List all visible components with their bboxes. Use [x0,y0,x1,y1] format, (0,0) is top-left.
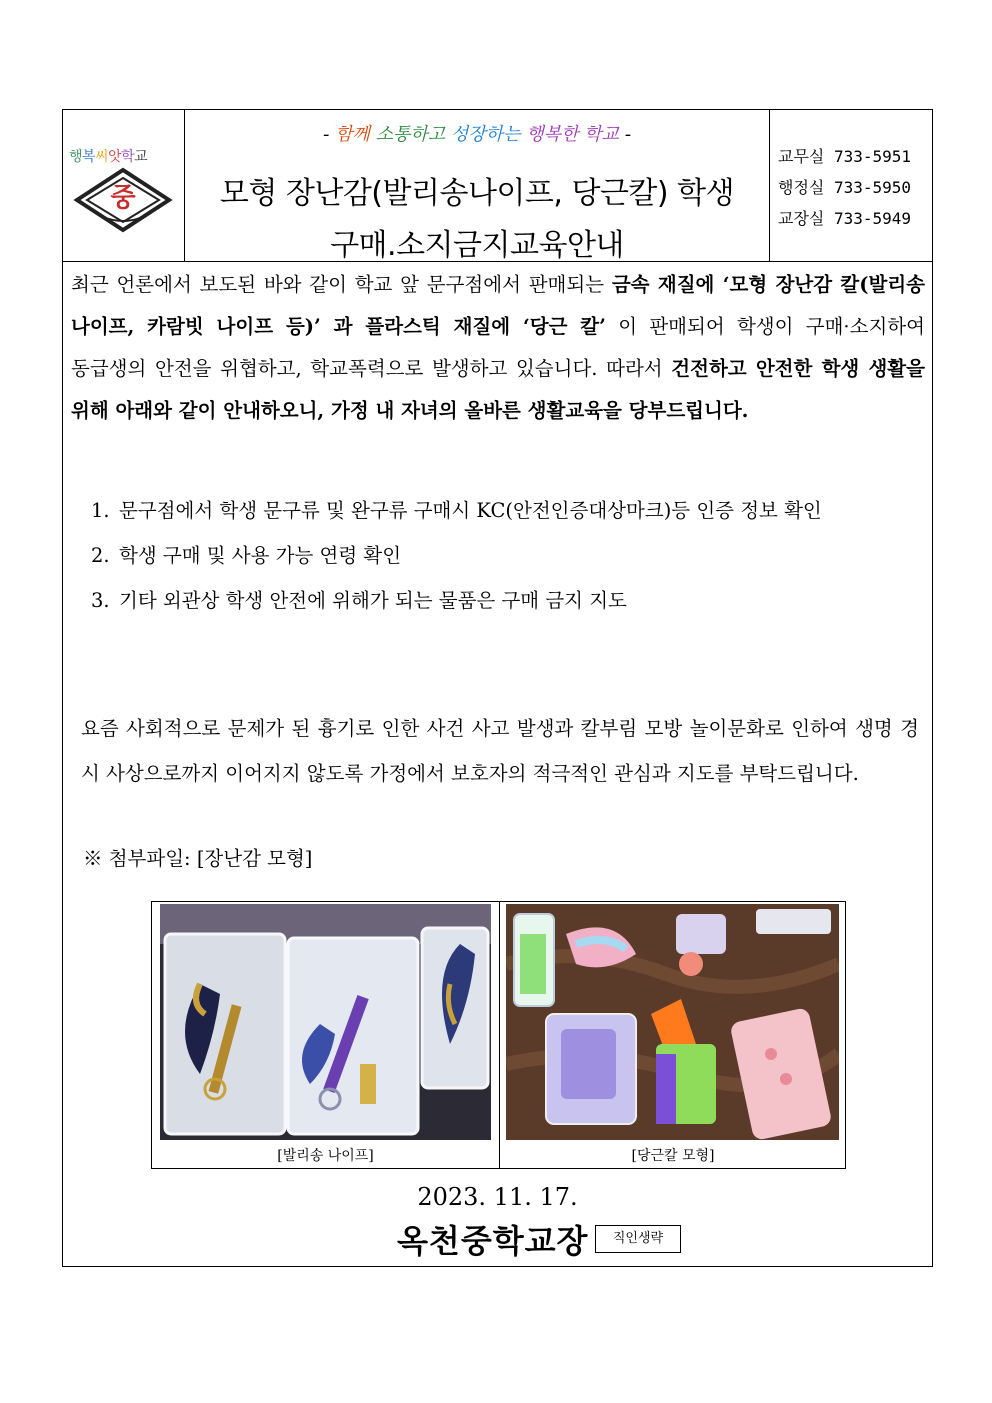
balisong-caption: [발리송 나이프] [277,1148,374,1164]
header [63,110,932,262]
logo-char: 씨 [95,149,109,165]
list-number: 1. [91,499,110,522]
contact-principal-office: 교장실 733-5949 [778,209,912,228]
intro-text: 이 판매되어 학생이 구매·소지하여 동급생의 안전을 위협하고, 학교폭력으로 발생하고 있습니다. 따라서 [71,315,925,380]
intro-bold-text: 금속 재질에 ‘모형 장난감 칼(발리송 나이프, 카람빗 나이프 등)’ 과 플라스틱 재질에 ‘당근 칼’ [71,273,926,338]
contact-academic-office: 교무실 733-5951 [778,147,912,166]
intro-text: 최근 언론에서 보도된 바와 같이 학교 앞 문구점에서 판매되는 [71,273,612,296]
list-text: 문구점에서 학생 문구류 및 완구류 구매시 KC(안전인증대상마크)등 인증 정보 확인 [119,499,822,522]
slogan-part: - [618,124,632,145]
title-area [185,110,770,261]
list-item [91,488,917,533]
list-item [91,533,917,578]
school-logo [63,110,185,261]
carrot-knife-caption: [당근칼 모형] [631,1148,715,1164]
slogan-part: - [322,124,336,145]
signer-name: 옥천중학교장 [397,1222,589,1260]
contact-info [770,110,932,261]
list-number: 2. [91,544,110,567]
balisong-knife-photo [160,904,491,1140]
photo-table [151,901,846,1169]
carrot-knife-image [506,904,839,1140]
slogan-part: 함께 [335,124,376,145]
photo-divider [499,902,500,1168]
emblem-char: 중 [110,183,136,213]
balisong-knife-image [160,904,491,1140]
list-item [91,578,917,623]
intro-bold-text: 건전하고 안전한 학생 생활을 위해 아래와 같이 안내하오니, 가정 내 자녀의 올바른 생활교육을 당부드립니다. [71,357,925,422]
title-line-2: 구매.소지금지교육안내 [330,228,624,263]
logo-text [69,146,147,166]
logo-char: 복 [82,149,96,165]
logo-char: 행 [69,149,83,165]
list-number: 3. [91,589,110,612]
title-line-1: 모형 장난감(발리송나이프, 당근칼) 학생 [219,176,735,211]
notice-frame [62,109,933,1267]
carrot-knife-photo [506,904,839,1140]
seal-omitted-box: 직인생략 [595,1225,681,1253]
slogan-part: 행복한 학교 [526,124,619,145]
list-text: 기타 외관상 학생 안전에 위해가 되는 물품은 구매 금지 지도 [119,589,627,612]
slogan-part: 성장하는 [450,124,527,145]
logo-char: 앗 [108,149,122,165]
slogan-part: 소통하고 [375,124,451,145]
logo-char: 교 [134,149,148,165]
list-text: 학생 구매 및 사용 가능 연령 확인 [119,544,402,567]
attachment-note: ※ 첨부파일: [장난감 모형] [83,847,313,870]
contact-admin-office: 행정실 733-5950 [778,178,912,197]
intro-paragraph [71,264,925,432]
notice-date: 2023. 11. 17. [417,1183,578,1211]
logo-char: 학 [121,149,135,165]
notice-title [185,168,769,272]
closing-paragraph: 요즘 사회적으로 문제가 된 흉기로 인한 사건 사고 발생과 칼부림 모방 놀이문화로 인하여 생명 경시 사상으로까지 이어지지 않도록 가정에서 보호자의 적극적인 관심과 지도를 부탁드립니다. [81,717,919,785]
school-slogan [185,120,769,146]
guidance-list [91,488,917,623]
school-emblem-icon [73,166,173,234]
